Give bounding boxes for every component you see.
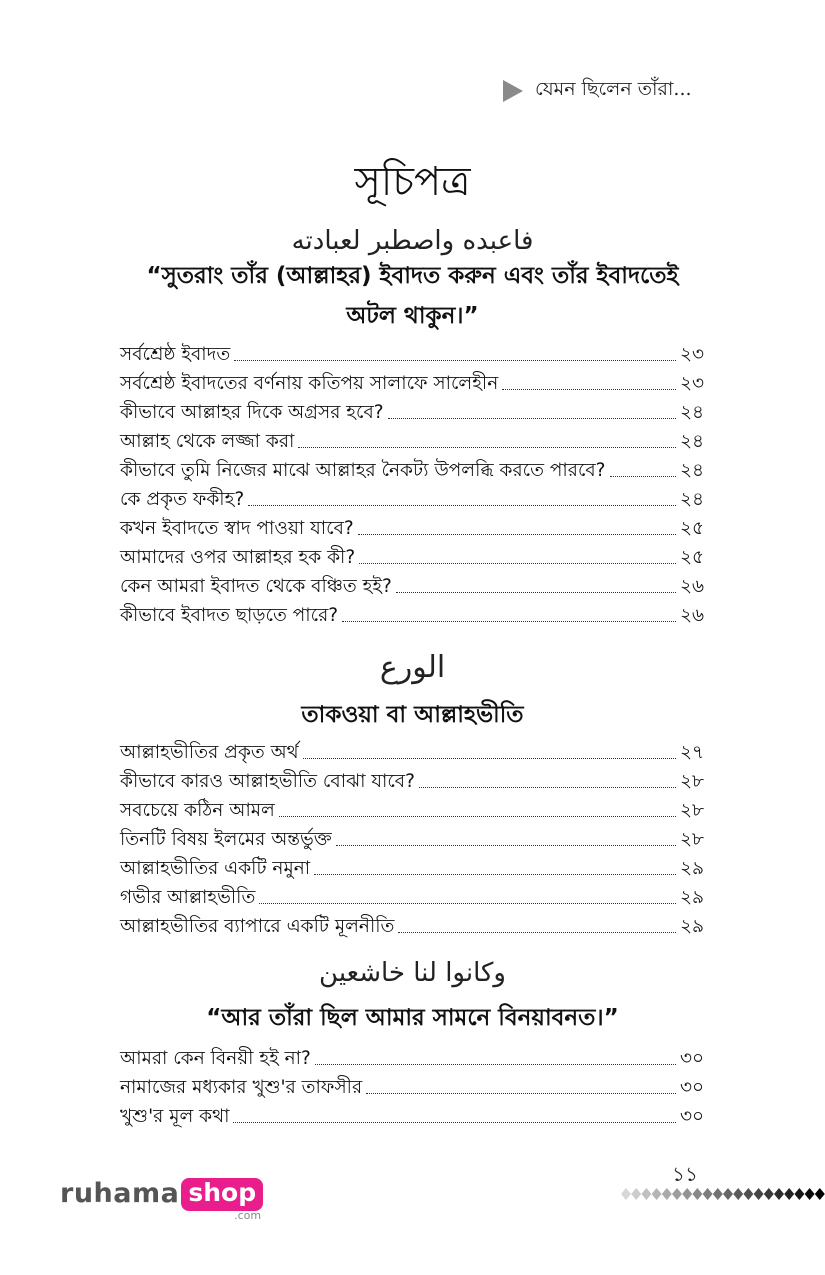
logo-ruhama-text: ruhama <box>60 1178 180 1209</box>
dot-leader <box>398 931 676 933</box>
toc-entry[interactable]: সর্বশ্রেষ্ঠ ইবাদত ২৩ <box>120 344 704 365</box>
triangle-marker-icon <box>503 80 523 102</box>
dot-leader <box>359 562 676 564</box>
diamond-glyph <box>733 1188 743 1200</box>
running-header <box>503 76 793 106</box>
logo-shop-badge <box>181 1178 263 1222</box>
toc-entry[interactable]: গভীর আল্লাহভীতি ২৯ <box>120 887 704 908</box>
section-3-heading: “আর তাঁরা ছিল আমার সামনে বিনয়াবনত।” <box>206 1005 619 1031</box>
toc-entry[interactable]: আমরা কেন বিনয়ী হই না? ৩০ <box>120 1048 704 1069</box>
toc-entry[interactable]: সর্বশ্রেষ্ঠ ইবাদতের বর্ণনায় কতিপয় সালাফে সালেহীন ২৩ <box>120 373 704 394</box>
section-2-heading: তাকওয়া বা আল্লাহভীতি <box>301 702 524 728</box>
toc-entry[interactable]: কীভাবে কারও আল্লাহভীতি বোঝা যাবে? ২৮ <box>120 771 704 792</box>
logo-shop-text: shop <box>181 1178 263 1211</box>
dot-leader <box>342 620 676 622</box>
section-1-toc <box>120 340 704 630</box>
diamond-glyph <box>743 1188 753 1200</box>
diamond-glyph <box>794 1188 804 1200</box>
diamond-glyph <box>662 1188 672 1200</box>
dot-leader <box>259 902 676 904</box>
diamond-glyph <box>805 1188 815 1200</box>
dot-leader <box>314 873 676 875</box>
dot-leader <box>388 417 676 419</box>
dot-leader <box>315 1063 676 1065</box>
dot-leader <box>396 591 676 593</box>
section-1-arabic: فاعبده واصطبر لعبادته <box>291 226 534 256</box>
toc-entry[interactable]: আল্লাহ থেকে লজ্জা করা ২৪ <box>120 431 704 452</box>
section-1-heading: “সুতরাং তাঁর (আল্লাহর) ইবাদত করুন এবং তাঁর ইবাদতেই অটল থাকুন।” <box>146 263 679 329</box>
toc-entry[interactable]: কীভাবে ইবাদত ছাড়তে পারে? ২৬ <box>120 605 704 626</box>
diamond-glyph <box>703 1188 713 1200</box>
diamond-glyph <box>641 1188 651 1200</box>
diamond-glyph <box>621 1188 631 1200</box>
diamond-glyph <box>764 1188 774 1200</box>
toc-entry[interactable]: কেন আমরা ইবাদত থেকে বঞ্চিত হই? ২৬ <box>120 576 704 597</box>
diamond-glyph <box>754 1188 764 1200</box>
ruhamashop-logo[interactable] <box>60 1178 263 1222</box>
toc-entry[interactable]: কে প্রকৃত ফকীহ? ২৪ <box>120 489 704 510</box>
toc-entry[interactable]: আল্লাহভীতির ব্যাপারে একটি মূলনীতি ২৯ <box>120 916 704 937</box>
toc-entry[interactable]: আল্লাহভীতির প্রকৃত অর্থ ২৭ <box>120 742 704 763</box>
section-2-arabic: الورع <box>379 650 446 685</box>
toc-entry[interactable]: নামাজের মধ্যকার খুশু'র তাফসীর ৩০ <box>120 1077 704 1098</box>
dot-leader <box>358 533 676 535</box>
section-2-toc <box>120 738 704 941</box>
section-3-toc <box>120 1044 704 1131</box>
dot-leader <box>610 475 676 477</box>
toc-entry[interactable]: কীভাবে তুমি নিজের মাঝে আল্লাহর নৈকট্য উপলব্ধি করতে পারবে? ২৪ <box>120 460 704 481</box>
dot-leader <box>502 388 676 390</box>
diamond-glyph <box>692 1188 702 1200</box>
dot-leader <box>233 1121 675 1123</box>
dot-leader <box>248 504 676 506</box>
diamond-glyph <box>784 1188 794 1200</box>
toc-entry[interactable]: কীভাবে আল্লাহর দিকে অগ্রসর হবে? ২৪ <box>120 402 704 423</box>
page-number: ১১ <box>672 1162 698 1186</box>
section-3-arabic: وكانوا لنا خاشعين <box>319 958 506 988</box>
diamond-glyph <box>774 1188 784 1200</box>
toc-entry[interactable]: আমাদের ওপর আল্লাহর হক কী? ২৫ <box>120 547 704 568</box>
toc-entry[interactable]: তিনটি বিষয় ইলমের অন্তর্ভুক্ত ২৮ <box>120 829 704 850</box>
dot-leader <box>234 359 676 361</box>
dot-leader <box>336 844 676 846</box>
running-title: যেমন ছিলেন তাঁরা... <box>535 78 692 100</box>
toc-entry[interactable]: সবচেয়ে কঠিন আমল ২৮ <box>120 800 704 821</box>
diamond-glyph <box>723 1188 733 1200</box>
diamond-ornament-icon <box>620 1186 825 1202</box>
diamond-glyph <box>652 1188 662 1200</box>
dot-leader <box>279 815 676 817</box>
diamond-glyph <box>815 1188 825 1200</box>
toc-entry[interactable]: খুশু'র মূল কথা ৩০ <box>120 1106 704 1127</box>
page-title: সূচিপত্র <box>354 159 471 205</box>
dot-leader <box>303 757 676 759</box>
diamond-glyph <box>631 1188 641 1200</box>
toc-entry[interactable]: কখন ইবাদতে স্বাদ পাওয়া যাবে? ২৫ <box>120 518 704 539</box>
toc-entry[interactable]: আল্লাহভীতির একটি নমুনা ২৯ <box>120 858 704 879</box>
dot-leader <box>419 786 676 788</box>
diamond-glyph <box>682 1188 692 1200</box>
diamond-glyph <box>672 1188 682 1200</box>
dot-leader <box>366 1092 676 1094</box>
diamond-glyph <box>713 1188 723 1200</box>
dot-leader <box>298 446 676 448</box>
logo-com-text: .com <box>234 1209 262 1222</box>
